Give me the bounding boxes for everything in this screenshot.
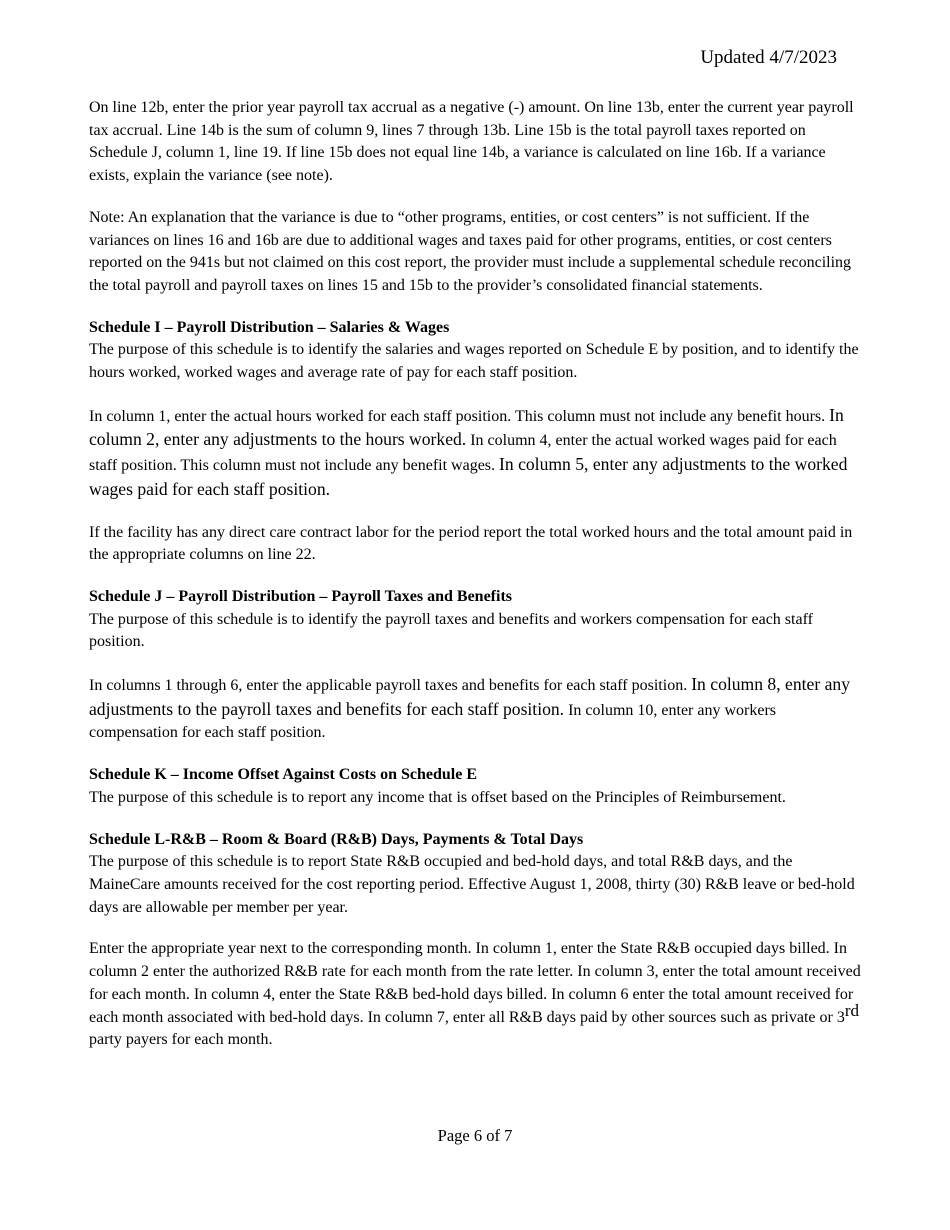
paragraph-schedule-j-purpose: The purpose of this schedule is to identify the payroll taxes and benefits and workers compensation for each staff position. [89, 610, 813, 651]
text-column-5: In column 5, enter any adjustments to the worked wages paid for each staff position. [89, 454, 848, 499]
heading-schedule-l: Schedule L-R&B – Room & Board (R&B) Days, Payments & Total Days [89, 830, 584, 848]
ordinal-suffix: rd [844, 1000, 859, 1020]
text-column-2: In column 2, enter any adjustments to the hours worked. [89, 404, 844, 450]
text-schedule-l-instructions: Enter the appropriate year next to the corresponding month. In column 1, enter the State R&B occupied days billed. In column 2 enter the authorized R&B rate for each month from the rate letter. In column 3, enter the total amount received for each month. In column 4, enter the State R&B bed-hold days billed. In column 6 enter the total amount received for each month associated with bed-hold days. In column 7, enter all R&B days paid by other sources such as private or 3 [89, 940, 861, 1026]
updated-date: Updated 4/7/2023 [700, 47, 837, 68]
heading-schedule-i: Schedule I – Payroll Distribution – Salaries & Wages [89, 318, 450, 336]
text-column-10: In column 10, enter any workers compensation for each staff position. [89, 701, 777, 742]
document-body [89, 97, 861, 1052]
text-column-1: In column 1, enter the actual hours worked for each staff position. This column must not include any benefit hours. [89, 407, 830, 425]
paragraph-schedule-l-purpose: The purpose of this schedule is to report State R&B occupied and bed-hold days, and total R&B days, and the MaineCare amounts received for the cost reporting period. Effective August 1, 2008, thirty (30) R&B leave or bed-hold days are allowable per member per year. [89, 853, 855, 916]
paragraph-schedule-l-instructions [89, 938, 861, 1052]
heading-schedule-k: Schedule K – Income Offset Against Costs on Schedule E [89, 766, 478, 784]
paragraph-variance-note: Note: An explanation that the variance is due to “other programs, entities, or cost centers” is not sufficient. If the variances on lines 16 and 16b are due to additional wages and taxes paid for other programs, entities, or cost centers reported on the 941s but not claimed on this cost report, the provider must include a supplemental schedule reconciling the total payroll and payroll taxes on lines 15 and 15b to the provider’s consolidated financial statements. [89, 208, 852, 294]
paragraph-payroll-tax-accrual: On line 12b, enter the prior year payroll tax accrual as a negative (-) amount. On line 13b, enter the current year payroll tax accrual. Line 14b is the sum of column 9, lines 7 through 13b. Line 15b is the total payroll taxes reported on Schedule J, column 1, line 19. If line 15b does not equal line 14b, a variance is calculated on line 16b. If a variance exists, explain the variance (see note). [89, 99, 854, 185]
heading-schedule-j: Schedule J – Payroll Distribution – Payroll Taxes and Benefits [89, 587, 513, 605]
paragraph-schedule-k-purpose: The purpose of this schedule is to report any income that is offset based on the Principles of Reimbursement. [89, 788, 786, 806]
text-column-4: In column 4, enter the actual worked wages paid for each staff position. This column must not include any benefit wages. [89, 432, 837, 475]
paragraph-schedule-i-purpose: The purpose of this schedule is to identify the salaries and wages reported on Schedule E by position, and to identify the hours worked, worked wages and average rate of pay for each staff position. [89, 341, 859, 382]
paragraph-contract-labor: If the facility has any direct care contract labor for the period report the total worked hours and the total amount paid in the appropriate columns on line 22. [89, 523, 853, 564]
text-column-8: In column 8, enter any adjustments to the payroll taxes and benefits for each staff position. [89, 674, 850, 719]
text-schedule-l-instructions-end: party payers for each month. [89, 1031, 273, 1049]
page-number: Page 6 of 7 [437, 1126, 513, 1145]
paragraph-schedule-i-columns [89, 404, 861, 503]
paragraph-schedule-j-columns [89, 673, 861, 745]
text-columns-1-6: In columns 1 through 6, enter the applicable payroll taxes and benefits for each staff position. [89, 677, 692, 695]
